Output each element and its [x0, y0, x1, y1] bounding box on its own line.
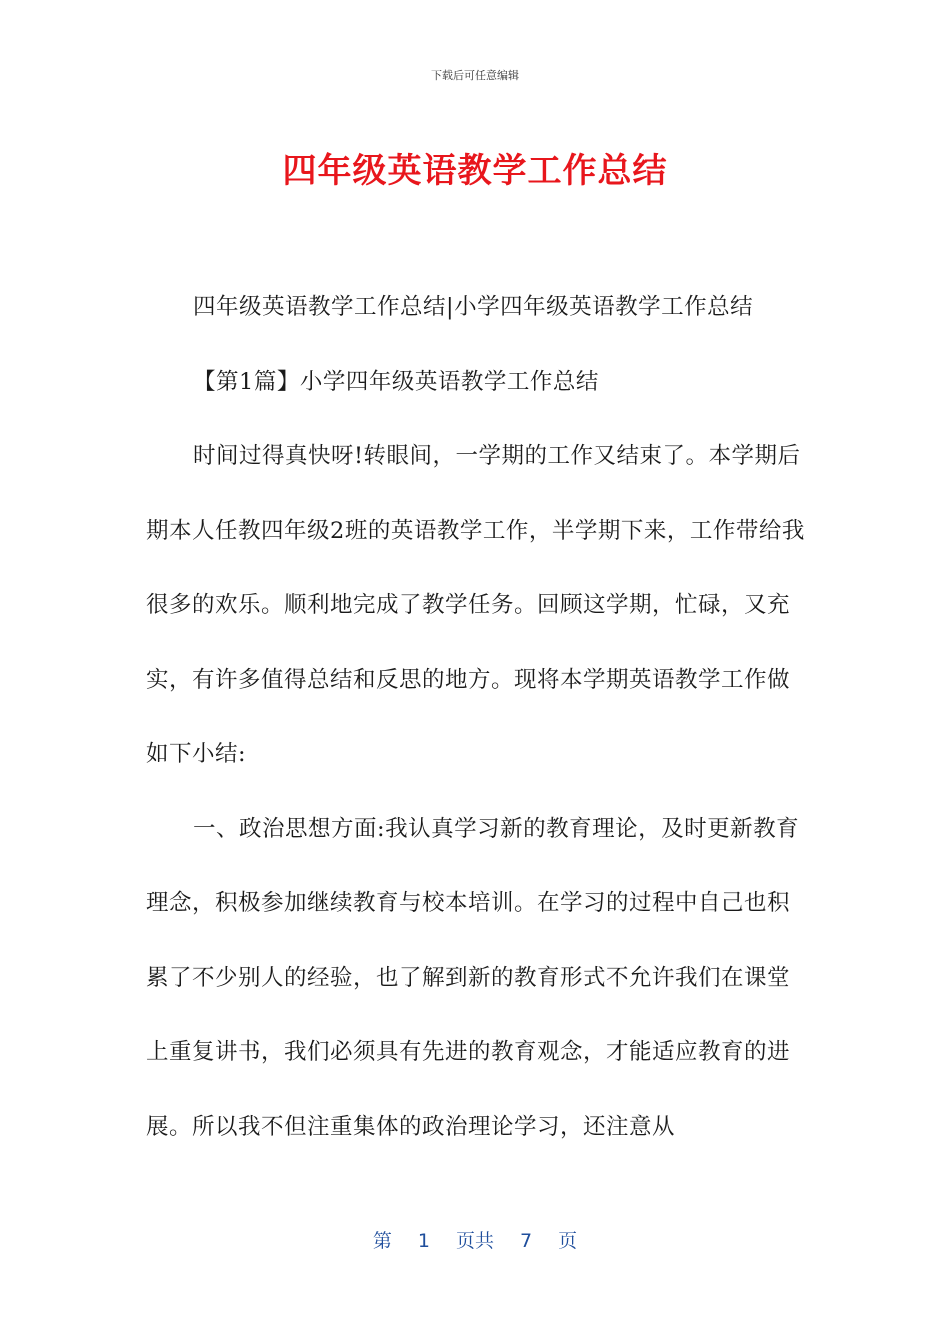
paragraph-politics: 一、政治思想方面:我认真学习新的教育理论，及时更新教育理念，积极参加继续教育与校本培训。在学习的过程中自己也积累了不少别人的经验，也了解到新的教育形式不允许我们在课堂上重复讲书，我们必须具有先进的教育观念，才能适应教育的进展。所以我不但注重集体的政治理论学习，还注意从	[146, 815, 800, 1140]
paragraph-subtitle: 四年级英语教学工作总结|小学四年级英语教学工作总结	[193, 294, 754, 320]
footer-middle: 页共	[455, 1230, 494, 1252]
footer-prefix: 第	[372, 1230, 392, 1252]
paragraph-intro: 时间过得真快呀!转眼间，一学期的工作又结束了。本学期后期本人任教四年级2班的英语教学工作，半学期下来，工作带给我很多的欢乐。顺利地完成了教学任务。回顾这学期，忙碌，又充实，有许多值得总结和反思的地方。现将本学期英语教学工作做如下小结:	[146, 443, 805, 767]
page-footer	[0, 1226, 950, 1253]
document-title: 四年级英语教学工作总结	[282, 151, 668, 191]
header-note: 下载后可任意编辑	[431, 69, 519, 82]
paragraph-section-heading: 【第1篇】小学四年级英语教学工作总结	[193, 368, 599, 395]
footer-total-pages: 7	[520, 1230, 533, 1252]
footer-page-number: 1	[417, 1230, 430, 1252]
footer-suffix: 页	[558, 1230, 578, 1252]
document-body	[146, 270, 806, 1164]
